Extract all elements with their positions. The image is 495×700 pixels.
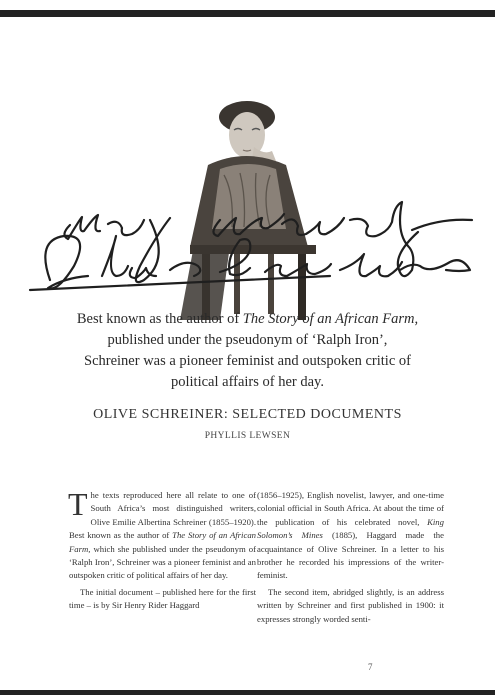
caption-line-2: published under the pseudonym of ‘Ralph Iron’, (107, 332, 388, 348)
caption-book-title: The Story of an African Farm, (242, 311, 419, 327)
body-paragraph: The texts reproduced here all relate to one of South Africa’s most distinguished writers, Olive Emilie Albertina Schreiner (1855–1920). Best known as the author of The Story of an African Farm, which she published under the pseudonym of ‘Ralph Iron’, Schreiner was a pioneer feminist and an outspoken critic of political affairs of her day. (68, 486, 257, 581)
bottom-border-bar (0, 690, 495, 695)
body-paragraph: The initial document – published here for the first time – is by Sir Henry Rider Haggard (69, 586, 256, 611)
body-column-left (68, 486, 257, 613)
body-column-right (257, 489, 444, 626)
page-number: 7 (368, 662, 373, 672)
document-title: OLIVE SCHREINER: SELECTED DOCUMENTS (93, 407, 402, 422)
caption-line-3: Schreiner was a pioneer feminist and outspoken critic of (84, 353, 411, 369)
body-paragraph: (1856–1925), English novelist, lawyer, and one-time colonial official in South Africa. At about the time of the publication of his celebrated novel, King Solomon’s Mines (1885), Haggard made the acquaintance of Olive Schreiner. In a letter to his brother he recorded his impressions of the writer-feminist. (257, 490, 445, 581)
body-paragraph: The second item, abridged slightly, is an address written by Schreiner and first published in 1900: it expresses strongly worded senti- (257, 586, 444, 624)
drop-cap: T (68, 486, 88, 522)
portrait-caption (60, 309, 435, 393)
handwritten-signature (20, 180, 475, 310)
caption-line-4: political affairs of her day. (171, 374, 324, 390)
top-border-bar (0, 10, 495, 17)
caption-line-1: Best known as the author of The Story of an African Farm, (76, 311, 419, 327)
document-author: PHYLLIS LEWSEN (204, 431, 291, 441)
